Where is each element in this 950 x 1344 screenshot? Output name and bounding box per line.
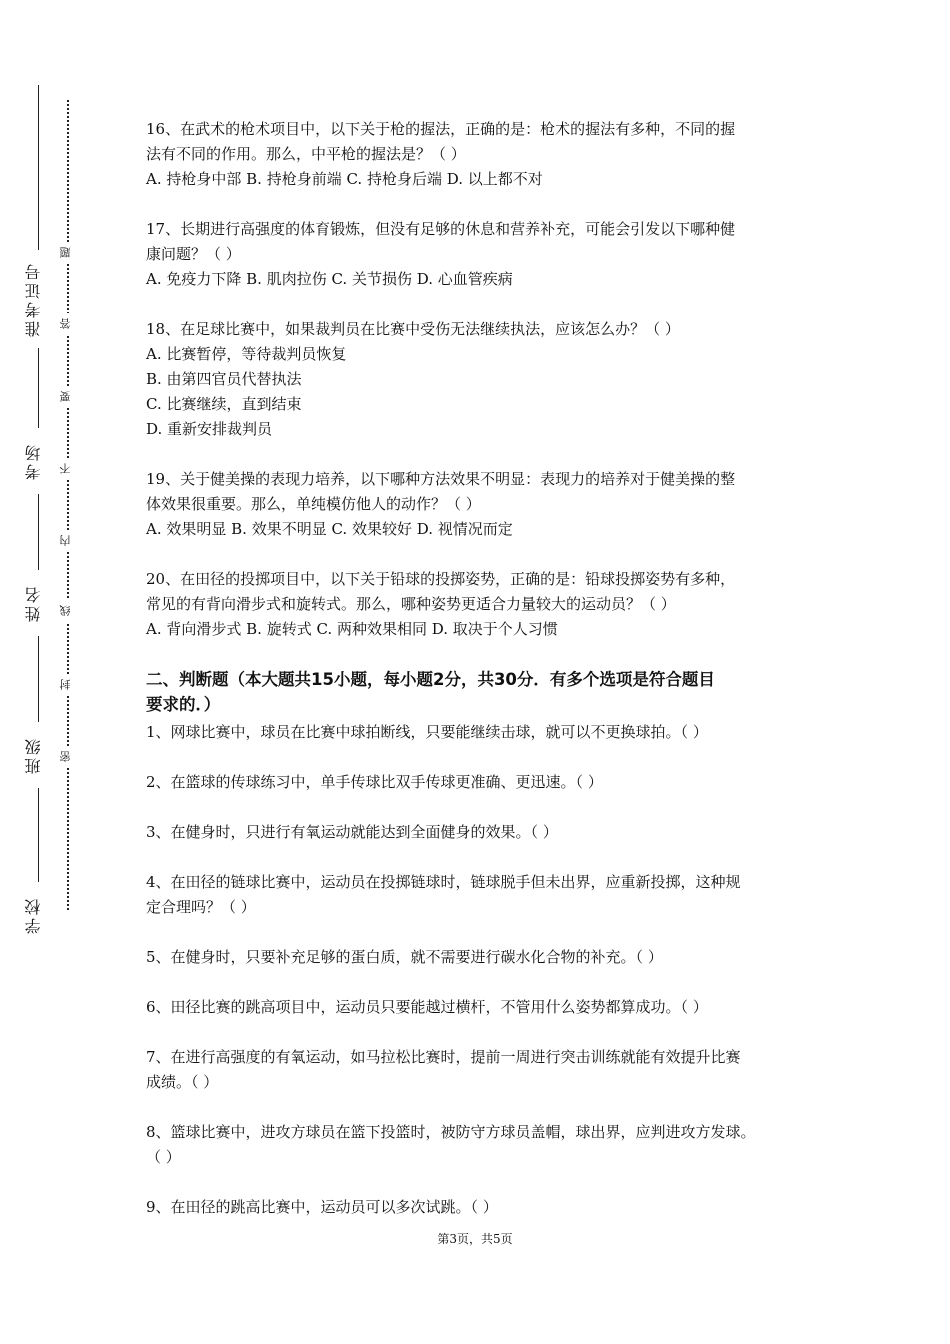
question-options: A. 背向滑步式 B. 旋转式 C. 两种效果相同 D. 取决于个人习惯 [146, 620, 558, 638]
section-2-title [146, 667, 816, 717]
binding-line [38, 85, 39, 925]
seal-char: 不 [58, 458, 76, 480]
seal-char: 密 [58, 746, 76, 768]
field-name-label: 姓名 [22, 570, 56, 636]
judgment-item-4 [146, 870, 816, 920]
question-stem-line: 康问题？（ ） [146, 245, 241, 263]
seal-char: 封 [58, 674, 76, 696]
judgment-text-line: 7、在进行高强度的有氧运动，如马拉松比赛时，提前一周进行突击训练就能有效提升比赛 [146, 1048, 741, 1066]
question-options: A. 效果明显 B. 效果不明显 C. 效果较好 D. 视情况而定 [146, 520, 513, 538]
question-stem-line: 常见的有背向滑步式和旋转式。那么，哪种姿势更适合力量较大的运动员？（ ） [146, 595, 676, 613]
judgment-item-1 [146, 720, 816, 745]
question-stem-line: 20、在田径的投掷项目中，以下关于铅球的投掷姿势，正确的是：铅球投掷姿势有多种， [146, 570, 736, 588]
question-stem-line: 19、关于健美操的表现力培养，以下哪种方法效果不明显：表现力的培养对于健美操的整 [146, 470, 736, 488]
judgment-text-line: 9、在田径的跳高比赛中，运动员可以多次试跳。（ ） [146, 1198, 498, 1216]
field-school-label: 学校 [22, 882, 56, 948]
section-title-line: 要求的．） [146, 695, 221, 714]
question-option: C. 比赛继续，直到结束 [146, 395, 302, 413]
judgment-item-6 [146, 995, 816, 1020]
question-18 [146, 317, 816, 442]
question-option: B. 由第四官员代替执法 [146, 370, 302, 388]
binding-margin [0, 0, 110, 1344]
question-stem-line: 体效果很重要。那么，单纯模仿他人的动作？（ ） [146, 495, 481, 513]
question-20 [146, 567, 816, 642]
judgment-text-line: 4、在田径的链球比赛中，运动员在投掷链球时，链球脱手但未出界，应重新投掷，这种规 [146, 873, 741, 891]
judgment-item-9 [146, 1195, 816, 1220]
judgment-item-8 [146, 1120, 816, 1170]
question-options: A. 持枪身中部 B. 持枪身前端 C. 持枪身后端 D. 以上都不对 [146, 170, 543, 188]
page-footer: 第3页，共5页 [437, 1232, 513, 1246]
question-stem-line: 16、在武术的枪术项目中，以下关于枪的握法，正确的是：枪术的握法有多种，不同的握 [146, 120, 736, 138]
judgment-text-line: 8、篮球比赛中，进攻方球员在篮下投篮时，被防守方球员盖帽，球出界，应判进攻方发球。 [146, 1123, 756, 1141]
judgment-item-3 [146, 820, 816, 845]
field-exam-room-label: 考场 [22, 428, 56, 494]
question-stem-line: 18、在足球比赛中，如果裁判员在比赛中受伤无法继续执法，应该怎么办？（ ） [146, 320, 680, 338]
question-option: D. 重新安排裁判员 [146, 420, 273, 438]
section-title-line: 二、判断题（本大题共15小题，每小题2分，共30分．有多个选项是符合题目 [146, 670, 715, 689]
seal-char: 内 [58, 530, 76, 552]
question-options: A. 免疫力下降 B. 肌肉拉伤 C. 关节损伤 D. 心血管疾病 [146, 270, 513, 288]
seal-char: 要 [58, 386, 76, 408]
exam-content [146, 117, 816, 1245]
question-stem-line: 法有不同的作用。那么，中平枪的握法是？（ ） [146, 145, 466, 163]
judgment-text-line: 3、在健身时，只进行有氧运动就能达到全面健身的效果。（ ） [146, 823, 558, 841]
seal-dotted-line [67, 100, 69, 910]
seal-char: 答 [58, 313, 76, 335]
field-exam-number-label: 准考证号 [22, 250, 56, 348]
judgment-item-2 [146, 770, 816, 795]
field-class-label: 班级 [22, 722, 56, 788]
question-option: A. 比赛暂停，等待裁判员恢复 [146, 345, 347, 363]
question-16 [146, 117, 816, 192]
judgment-text-line: 2、在篮球的传球练习中，单手传球比双手传球更准确、更迅速。（ ） [146, 773, 603, 791]
question-19 [146, 467, 816, 542]
judgment-text-line: （ ） [146, 1148, 181, 1166]
judgment-text-line: 5、在健身时，只要补充足够的蛋白质，就不需要进行碳水化合物的补充。（ ） [146, 948, 663, 966]
judgment-item-7 [146, 1045, 816, 1095]
seal-char: 线 [58, 600, 76, 622]
judgment-text-line: 6、田径比赛的跳高项目中，运动员只要能越过横杆，不管用什么姿势都算成功。（ ） [146, 998, 708, 1016]
judgment-text-line: 1、网球比赛中，球员在比赛中球拍断线，只要能继续击球，就可以不更换球拍。（ ） [146, 723, 708, 741]
question-stem-line: 17、长期进行高强度的体育锻炼，但没有足够的休息和营养补充，可能会引发以下哪种健 [146, 220, 736, 238]
judgment-text-line: 成绩。（ ） [146, 1073, 219, 1091]
judgment-item-5 [146, 945, 816, 970]
seal-char: 题 [58, 242, 76, 264]
question-17 [146, 217, 816, 292]
judgment-text-line: 定合理吗？（ ） [146, 898, 256, 916]
